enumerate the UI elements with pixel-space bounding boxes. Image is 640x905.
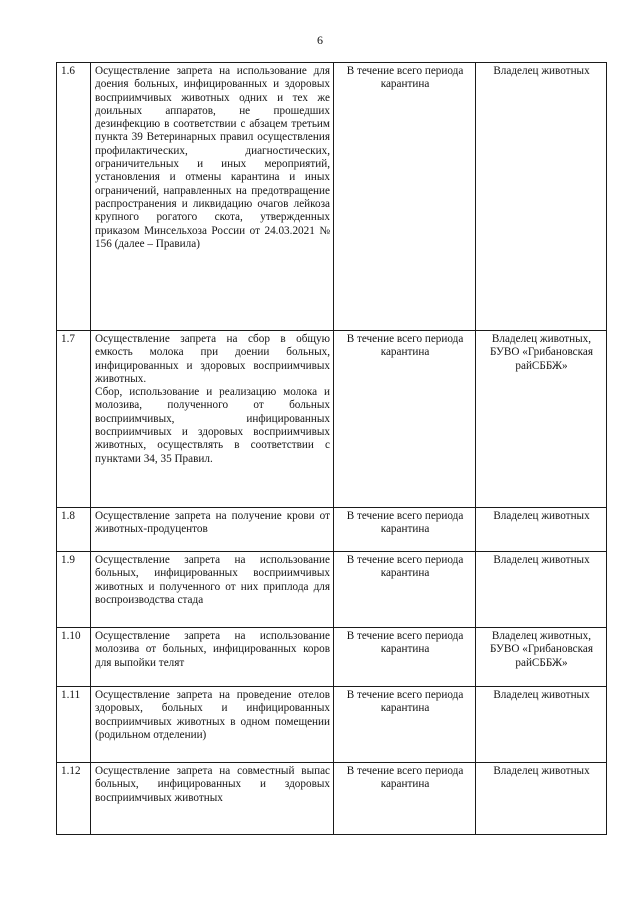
term-text: В течение всего периода карантина: [334, 687, 476, 763]
table-row: [57, 331, 607, 508]
measure-text: [91, 687, 334, 763]
row-number: 1.12: [57, 763, 91, 835]
term-text: В течение всего периода карантина: [334, 63, 476, 331]
row-number: 1.11: [57, 687, 91, 763]
table-row: [57, 63, 607, 331]
responsible-text: Владелец животных, БУВО «Грибановская райСББЖ»: [476, 628, 607, 687]
row-number: 1.6: [57, 63, 91, 331]
table-row: [57, 552, 607, 628]
page-number: 6: [317, 33, 323, 47]
table-row: [57, 508, 607, 552]
measure-text: [91, 552, 334, 628]
measure-paragraph: Осуществление запрета на получение крови от животных-продуцентов: [95, 510, 330, 536]
measure-paragraph: Сбор, использование и реализацию молока и молозива, полученного от больных восприимчивых, инфицированных восприимчивых и здоровых восприимчивых животных, осуществлять в соответствии с пунктами 34, 35 Правил.: [95, 386, 330, 465]
term-text: В течение всего периода карантина: [334, 552, 476, 628]
row-number: 1.10: [57, 628, 91, 687]
responsible-text: Владелец животных: [476, 552, 607, 628]
row-number: 1.8: [57, 508, 91, 552]
measure-text: [91, 628, 334, 687]
measure-text: [91, 63, 334, 331]
measure-paragraph: Осуществление запрета на использование молозива от больных, инфицированных коров для выпойки телят: [95, 630, 330, 669]
measures-table: [56, 62, 607, 835]
measure-paragraph: Осуществление запрета на совместный выпас больных, инфицированных и здоровых восприимчивых животных: [95, 765, 330, 804]
responsible-text: Владелец животных: [476, 687, 607, 763]
term-text: В течение всего периода карантина: [334, 508, 476, 552]
table-row: [57, 763, 607, 835]
measure-paragraph: Осуществление запрета на использование больных, инфицированных восприимчивых животных и полученного от них приплода для воспроизводства стада: [95, 554, 330, 606]
measure-paragraph: Осуществление запрета на проведение отелов здоровых, больных и инфицированных восприимчивых животных в одном помещении (родильном отделении): [95, 689, 330, 741]
term-text: В течение всего периода карантина: [334, 628, 476, 687]
responsible-text: Владелец животных, БУВО «Грибановская райСББЖ»: [476, 331, 607, 508]
table-row: [57, 687, 607, 763]
term-text: В течение всего периода карантина: [334, 331, 476, 508]
responsible-text: Владелец животных: [476, 763, 607, 835]
measure-text: [91, 508, 334, 552]
measure-paragraph: Осуществление запрета на использование для доения больных, инфицированных и здоровых восприимчивых животных одних и тех же доильных аппаратов, не прошедших дезинфекцию в соответствии с абзацем третьим пункта 39 Ветеринарных правил осуществления профилактических, диагностических, ограничительных и иных мероприятий, установления и отмены карантина и иных ограничений, направленных на предотвращение распространения и ликвидацию очагов лейкоза крупного рогатого скота, утвержденных приказом Минсельхоза России от 24.03.2021 № 156 (далее – Правила): [95, 65, 330, 250]
responsible-text: Владелец животных: [476, 63, 607, 331]
measure-paragraph: Осуществление запрета на сбор в общую емкость молока при доении больных, инфицированных и здоровых восприимчивых животных.: [95, 333, 330, 385]
responsible-text: Владелец животных: [476, 508, 607, 552]
table-row: [57, 628, 607, 687]
measure-text: [91, 763, 334, 835]
row-number: 1.7: [57, 331, 91, 508]
measure-text: [91, 331, 334, 508]
row-number: 1.9: [57, 552, 91, 628]
term-text: В течение всего периода карантина: [334, 763, 476, 835]
